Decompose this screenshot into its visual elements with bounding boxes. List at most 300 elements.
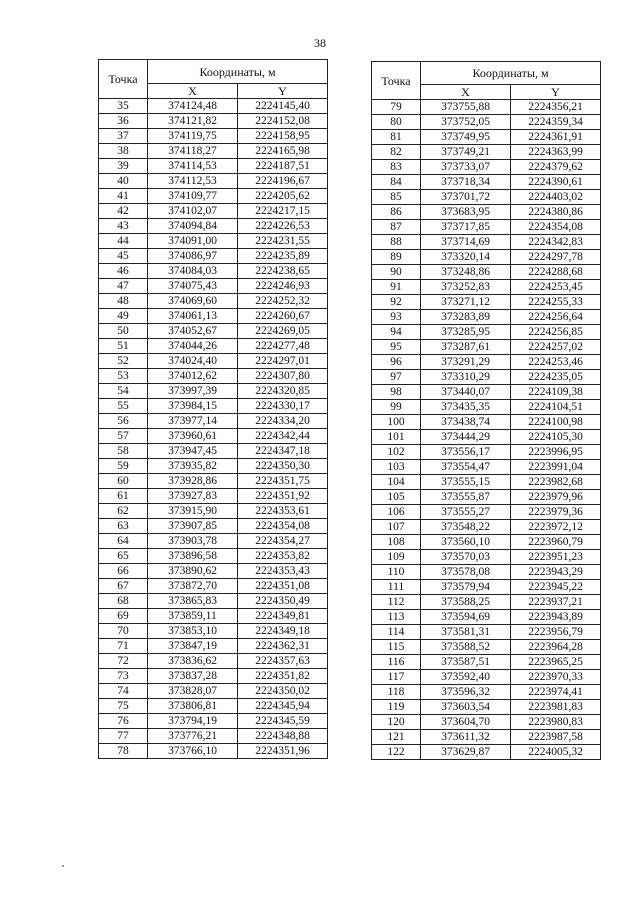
point-cell: 52 bbox=[99, 354, 148, 369]
x-cell: 373733,07 bbox=[421, 160, 511, 175]
point-cell: 65 bbox=[99, 549, 148, 564]
point-cell: 40 bbox=[99, 174, 148, 189]
x-cell: 373752,05 bbox=[421, 115, 511, 130]
point-cell: 35 bbox=[99, 99, 148, 114]
table-row bbox=[372, 190, 601, 205]
x-cell: 373285,95 bbox=[421, 325, 511, 340]
point-cell: 39 bbox=[99, 159, 148, 174]
point-cell: 80 bbox=[372, 115, 421, 130]
table-row bbox=[99, 489, 328, 504]
table-row bbox=[99, 219, 328, 234]
point-cell: 68 bbox=[99, 594, 148, 609]
y-cell: 2223982,68 bbox=[511, 475, 601, 490]
table-row bbox=[99, 294, 328, 309]
y-cell: 2224109,38 bbox=[511, 385, 601, 400]
x-cell: 373915,90 bbox=[148, 504, 238, 519]
x-cell: 374102,07 bbox=[148, 204, 238, 219]
point-cell: 75 bbox=[99, 699, 148, 714]
point-cell: 107 bbox=[372, 520, 421, 535]
point-cell: 63 bbox=[99, 519, 148, 534]
y-cell: 2224353,82 bbox=[238, 549, 328, 564]
table-row bbox=[372, 625, 601, 640]
point-cell: 56 bbox=[99, 414, 148, 429]
y-cell: 2223951,23 bbox=[511, 550, 601, 565]
x-cell: 374094,84 bbox=[148, 219, 238, 234]
point-cell: 69 bbox=[99, 609, 148, 624]
y-cell: 2224100,98 bbox=[511, 415, 601, 430]
point-cell: 97 bbox=[372, 370, 421, 385]
table-row bbox=[99, 459, 328, 474]
table-row bbox=[372, 415, 601, 430]
point-cell: 113 bbox=[372, 610, 421, 625]
x-cell: 373592,40 bbox=[421, 670, 511, 685]
point-cell: 72 bbox=[99, 654, 148, 669]
table-row bbox=[372, 475, 601, 490]
y-cell: 2224361,91 bbox=[511, 130, 601, 145]
x-cell: 373291,29 bbox=[421, 355, 511, 370]
x-cell: 373872,70 bbox=[148, 579, 238, 594]
coordinates-header: Координаты, м bbox=[421, 62, 601, 85]
y-cell: 2224269,05 bbox=[238, 324, 328, 339]
table-row bbox=[99, 579, 328, 594]
point-cell: 110 bbox=[372, 565, 421, 580]
x-cell: 374091,00 bbox=[148, 234, 238, 249]
table-row bbox=[99, 564, 328, 579]
x-cell: 373984,15 bbox=[148, 399, 238, 414]
table-row bbox=[372, 730, 601, 745]
x-cell: 373603,54 bbox=[421, 700, 511, 715]
point-cell: 86 bbox=[372, 205, 421, 220]
point-cell: 71 bbox=[99, 639, 148, 654]
y-cell: 2224257,02 bbox=[511, 340, 601, 355]
x-cell: 373806,81 bbox=[148, 699, 238, 714]
y-cell: 2224253,45 bbox=[511, 280, 601, 295]
table-row bbox=[99, 654, 328, 669]
x-cell: 373594,69 bbox=[421, 610, 511, 625]
y-cell: 2224351,96 bbox=[238, 744, 328, 759]
point-cell: 118 bbox=[372, 685, 421, 700]
point-cell: 47 bbox=[99, 279, 148, 294]
x-cell: 373578,08 bbox=[421, 565, 511, 580]
y-cell: 2224353,61 bbox=[238, 504, 328, 519]
point-cell: 62 bbox=[99, 504, 148, 519]
y-cell: 2224165,98 bbox=[238, 144, 328, 159]
y-cell: 2224205,62 bbox=[238, 189, 328, 204]
x-cell: 373438,74 bbox=[421, 415, 511, 430]
point-cell: 43 bbox=[99, 219, 148, 234]
x-cell: 373997,39 bbox=[148, 384, 238, 399]
page-number: 38 bbox=[314, 36, 326, 50]
table-row bbox=[99, 324, 328, 339]
table-row bbox=[99, 534, 328, 549]
y-cell: 2223956,79 bbox=[511, 625, 601, 640]
y-cell: 2224330,17 bbox=[238, 399, 328, 414]
x-cell: 374109,77 bbox=[148, 189, 238, 204]
point-cell: 105 bbox=[372, 490, 421, 505]
point-cell: 96 bbox=[372, 355, 421, 370]
x-column-header: X bbox=[421, 85, 511, 100]
scan-speck bbox=[62, 865, 64, 867]
point-cell: 98 bbox=[372, 385, 421, 400]
x-cell: 373287,61 bbox=[421, 340, 511, 355]
point-cell: 106 bbox=[372, 505, 421, 520]
point-cell: 51 bbox=[99, 339, 148, 354]
point-cell: 84 bbox=[372, 175, 421, 190]
point-cell: 53 bbox=[99, 369, 148, 384]
table-body-left bbox=[99, 99, 328, 759]
table-row bbox=[99, 354, 328, 369]
x-cell: 373836,62 bbox=[148, 654, 238, 669]
point-cell: 120 bbox=[372, 715, 421, 730]
table-row bbox=[372, 175, 601, 190]
point-cell: 49 bbox=[99, 309, 148, 324]
y-cell: 2224351,92 bbox=[238, 489, 328, 504]
table-row bbox=[372, 250, 601, 265]
table-row bbox=[99, 429, 328, 444]
table-body-right bbox=[372, 100, 601, 760]
x-cell: 373776,21 bbox=[148, 729, 238, 744]
table-row bbox=[99, 144, 328, 159]
table-row bbox=[372, 595, 601, 610]
table-row bbox=[372, 580, 601, 595]
y-cell: 2224187,51 bbox=[238, 159, 328, 174]
x-cell: 373283,89 bbox=[421, 310, 511, 325]
x-cell: 373629,87 bbox=[421, 745, 511, 760]
point-cell: 42 bbox=[99, 204, 148, 219]
table-row bbox=[372, 610, 601, 625]
x-cell: 373903,78 bbox=[148, 534, 238, 549]
point-cell: 58 bbox=[99, 444, 148, 459]
table-row bbox=[372, 115, 601, 130]
y-cell: 2224351,82 bbox=[238, 669, 328, 684]
point-cell: 50 bbox=[99, 324, 148, 339]
y-cell: 2224235,05 bbox=[511, 370, 601, 385]
table-row bbox=[99, 399, 328, 414]
point-cell: 74 bbox=[99, 684, 148, 699]
table-row bbox=[99, 309, 328, 324]
y-cell: 2224362,31 bbox=[238, 639, 328, 654]
x-cell: 373440,07 bbox=[421, 385, 511, 400]
y-cell: 2224288,68 bbox=[511, 265, 601, 280]
point-cell: 92 bbox=[372, 295, 421, 310]
point-cell: 78 bbox=[99, 744, 148, 759]
point-cell: 95 bbox=[372, 340, 421, 355]
y-cell: 2224380,86 bbox=[511, 205, 601, 220]
table-row bbox=[372, 490, 601, 505]
y-cell: 2224350,49 bbox=[238, 594, 328, 609]
point-cell: 112 bbox=[372, 595, 421, 610]
y-column-header: Y bbox=[511, 85, 601, 100]
y-cell: 2224260,67 bbox=[238, 309, 328, 324]
y-cell: 2224226,53 bbox=[238, 219, 328, 234]
x-cell: 374124,48 bbox=[148, 99, 238, 114]
y-cell: 2224354,27 bbox=[238, 534, 328, 549]
table-row bbox=[372, 445, 601, 460]
point-cell: 91 bbox=[372, 280, 421, 295]
x-cell: 374024,40 bbox=[148, 354, 238, 369]
table-row bbox=[99, 99, 328, 114]
y-cell: 2224005,32 bbox=[511, 745, 601, 760]
x-cell: 373865,83 bbox=[148, 594, 238, 609]
point-cell: 44 bbox=[99, 234, 148, 249]
x-cell: 373977,14 bbox=[148, 414, 238, 429]
x-cell: 373766,10 bbox=[148, 744, 238, 759]
table-row bbox=[99, 744, 328, 759]
point-cell: 67 bbox=[99, 579, 148, 594]
table-row bbox=[99, 339, 328, 354]
point-cell: 70 bbox=[99, 624, 148, 639]
x-cell: 373828,07 bbox=[148, 684, 238, 699]
point-cell: 108 bbox=[372, 535, 421, 550]
x-cell: 374086,97 bbox=[148, 249, 238, 264]
point-cell: 115 bbox=[372, 640, 421, 655]
point-cell: 111 bbox=[372, 580, 421, 595]
table-row bbox=[372, 400, 601, 415]
y-cell: 2224196,67 bbox=[238, 174, 328, 189]
point-cell: 101 bbox=[372, 430, 421, 445]
y-cell: 2224235,89 bbox=[238, 249, 328, 264]
point-cell: 109 bbox=[372, 550, 421, 565]
y-cell: 2224347,18 bbox=[238, 444, 328, 459]
x-cell: 373749,95 bbox=[421, 130, 511, 145]
table-row bbox=[99, 444, 328, 459]
x-column-header: X bbox=[148, 84, 238, 99]
x-cell: 373271,12 bbox=[421, 295, 511, 310]
y-cell: 2224350,30 bbox=[238, 459, 328, 474]
point-cell: 64 bbox=[99, 534, 148, 549]
point-cell: 104 bbox=[372, 475, 421, 490]
x-cell: 373554,47 bbox=[421, 460, 511, 475]
point-cell: 83 bbox=[372, 160, 421, 175]
point-column-header: Точка bbox=[372, 62, 421, 100]
y-cell: 2223965,25 bbox=[511, 655, 601, 670]
y-cell: 2223979,96 bbox=[511, 490, 601, 505]
table-row bbox=[99, 369, 328, 384]
table-row bbox=[372, 100, 601, 115]
point-cell: 99 bbox=[372, 400, 421, 415]
table-row bbox=[99, 129, 328, 144]
point-cell: 88 bbox=[372, 235, 421, 250]
x-cell: 373320,14 bbox=[421, 250, 511, 265]
point-cell: 122 bbox=[372, 745, 421, 760]
y-cell: 2224342,44 bbox=[238, 429, 328, 444]
x-cell: 373853,10 bbox=[148, 624, 238, 639]
point-cell: 76 bbox=[99, 714, 148, 729]
table-row bbox=[372, 565, 601, 580]
point-cell: 79 bbox=[372, 100, 421, 115]
table-row bbox=[99, 549, 328, 564]
y-cell: 2224297,01 bbox=[238, 354, 328, 369]
table-row bbox=[372, 130, 601, 145]
y-cell: 2224307,80 bbox=[238, 369, 328, 384]
x-cell: 373794,19 bbox=[148, 714, 238, 729]
y-cell: 2224379,62 bbox=[511, 160, 601, 175]
x-cell: 373960,61 bbox=[148, 429, 238, 444]
x-cell: 373555,27 bbox=[421, 505, 511, 520]
x-cell: 374121,82 bbox=[148, 114, 238, 129]
y-cell: 2224320,85 bbox=[238, 384, 328, 399]
point-cell: 66 bbox=[99, 564, 148, 579]
y-cell: 2224353,43 bbox=[238, 564, 328, 579]
table-row bbox=[372, 370, 601, 385]
y-cell: 2224342,83 bbox=[511, 235, 601, 250]
table-row bbox=[99, 684, 328, 699]
x-cell: 373604,70 bbox=[421, 715, 511, 730]
x-cell: 373556,17 bbox=[421, 445, 511, 460]
x-cell: 373935,82 bbox=[148, 459, 238, 474]
x-cell: 373928,86 bbox=[148, 474, 238, 489]
point-cell: 114 bbox=[372, 625, 421, 640]
x-cell: 374075,43 bbox=[148, 279, 238, 294]
y-cell: 2224349,18 bbox=[238, 624, 328, 639]
x-cell: 374084,03 bbox=[148, 264, 238, 279]
table-row bbox=[372, 355, 601, 370]
table-row bbox=[372, 145, 601, 160]
table-row bbox=[372, 655, 601, 670]
x-cell: 373555,15 bbox=[421, 475, 511, 490]
y-cell: 2224253,46 bbox=[511, 355, 601, 370]
table-row bbox=[99, 639, 328, 654]
x-cell: 374069,60 bbox=[148, 294, 238, 309]
table-row bbox=[99, 204, 328, 219]
point-cell: 119 bbox=[372, 700, 421, 715]
y-cell: 2223964,28 bbox=[511, 640, 601, 655]
table-row bbox=[372, 295, 601, 310]
x-cell: 373701,72 bbox=[421, 190, 511, 205]
table-row bbox=[99, 189, 328, 204]
y-cell: 2223943,29 bbox=[511, 565, 601, 580]
y-cell: 2224345,94 bbox=[238, 699, 328, 714]
y-cell: 2224255,33 bbox=[511, 295, 601, 310]
table-row bbox=[372, 160, 601, 175]
x-cell: 373890,62 bbox=[148, 564, 238, 579]
x-cell: 373587,51 bbox=[421, 655, 511, 670]
point-cell: 57 bbox=[99, 429, 148, 444]
point-cell: 37 bbox=[99, 129, 148, 144]
x-cell: 373717,85 bbox=[421, 220, 511, 235]
table-row bbox=[99, 519, 328, 534]
y-cell: 2224334,20 bbox=[238, 414, 328, 429]
point-cell: 117 bbox=[372, 670, 421, 685]
x-cell: 373248,86 bbox=[421, 265, 511, 280]
table-row bbox=[99, 594, 328, 609]
y-cell: 2223970,33 bbox=[511, 670, 601, 685]
y-cell: 2223974,41 bbox=[511, 685, 601, 700]
point-cell: 73 bbox=[99, 669, 148, 684]
y-cell: 2224217,15 bbox=[238, 204, 328, 219]
point-cell: 103 bbox=[372, 460, 421, 475]
y-cell: 2224231,55 bbox=[238, 234, 328, 249]
point-cell: 85 bbox=[372, 190, 421, 205]
table-row bbox=[99, 159, 328, 174]
y-cell: 2224356,21 bbox=[511, 100, 601, 115]
table-row bbox=[372, 340, 601, 355]
x-cell: 373947,45 bbox=[148, 444, 238, 459]
point-cell: 102 bbox=[372, 445, 421, 460]
x-cell: 374012,62 bbox=[148, 369, 238, 384]
y-cell: 2224348,88 bbox=[238, 729, 328, 744]
y-cell: 2224104,51 bbox=[511, 400, 601, 415]
x-cell: 374061,13 bbox=[148, 309, 238, 324]
table-row bbox=[99, 624, 328, 639]
table-row bbox=[372, 205, 601, 220]
table-row bbox=[99, 474, 328, 489]
x-cell: 373588,25 bbox=[421, 595, 511, 610]
point-cell: 93 bbox=[372, 310, 421, 325]
point-cell: 38 bbox=[99, 144, 148, 159]
table-row bbox=[99, 249, 328, 264]
x-cell: 373837,28 bbox=[148, 669, 238, 684]
table-row bbox=[372, 235, 601, 250]
y-cell: 2223996,95 bbox=[511, 445, 601, 460]
y-cell: 2224403,02 bbox=[511, 190, 601, 205]
point-cell: 82 bbox=[372, 145, 421, 160]
x-cell: 373927,83 bbox=[148, 489, 238, 504]
y-cell: 2224351,08 bbox=[238, 579, 328, 594]
point-cell: 121 bbox=[372, 730, 421, 745]
x-cell: 373444,29 bbox=[421, 430, 511, 445]
y-cell: 2224354,08 bbox=[511, 220, 601, 235]
x-cell: 373435,35 bbox=[421, 400, 511, 415]
y-cell: 2224238,65 bbox=[238, 264, 328, 279]
point-cell: 61 bbox=[99, 489, 148, 504]
x-cell: 373588,52 bbox=[421, 640, 511, 655]
table-row bbox=[99, 609, 328, 624]
x-cell: 373570,03 bbox=[421, 550, 511, 565]
y-cell: 2224256,85 bbox=[511, 325, 601, 340]
x-cell: 373548,22 bbox=[421, 520, 511, 535]
coordinates-table-right bbox=[371, 61, 601, 760]
x-cell: 373749,21 bbox=[421, 145, 511, 160]
table-row bbox=[372, 520, 601, 535]
x-cell: 373683,95 bbox=[421, 205, 511, 220]
y-cell: 2223972,12 bbox=[511, 520, 601, 535]
x-cell: 373896,58 bbox=[148, 549, 238, 564]
point-cell: 77 bbox=[99, 729, 148, 744]
y-cell: 2223981,83 bbox=[511, 700, 601, 715]
point-cell: 46 bbox=[99, 264, 148, 279]
table-row bbox=[99, 414, 328, 429]
point-cell: 116 bbox=[372, 655, 421, 670]
table-row bbox=[372, 265, 601, 280]
y-cell: 2223943,89 bbox=[511, 610, 601, 625]
point-cell: 55 bbox=[99, 399, 148, 414]
table-row bbox=[99, 669, 328, 684]
point-cell: 36 bbox=[99, 114, 148, 129]
table-row bbox=[372, 670, 601, 685]
table-row bbox=[99, 234, 328, 249]
y-cell: 2224390,61 bbox=[511, 175, 601, 190]
y-cell: 2223987,58 bbox=[511, 730, 601, 745]
table-row bbox=[372, 640, 601, 655]
y-cell: 2223979,36 bbox=[511, 505, 601, 520]
y-cell: 2224145,40 bbox=[238, 99, 328, 114]
y-cell: 2224359,34 bbox=[511, 115, 601, 130]
y-cell: 2224252,32 bbox=[238, 294, 328, 309]
point-cell: 87 bbox=[372, 220, 421, 235]
x-cell: 374118,27 bbox=[148, 144, 238, 159]
table-row bbox=[372, 325, 601, 340]
table-row bbox=[99, 699, 328, 714]
point-cell: 60 bbox=[99, 474, 148, 489]
x-cell: 374044,26 bbox=[148, 339, 238, 354]
table-row bbox=[99, 384, 328, 399]
table-row bbox=[99, 729, 328, 744]
y-cell: 2224351,75 bbox=[238, 474, 328, 489]
point-column-header: Точка bbox=[99, 60, 148, 99]
point-cell: 41 bbox=[99, 189, 148, 204]
y-cell: 2223960,79 bbox=[511, 535, 601, 550]
